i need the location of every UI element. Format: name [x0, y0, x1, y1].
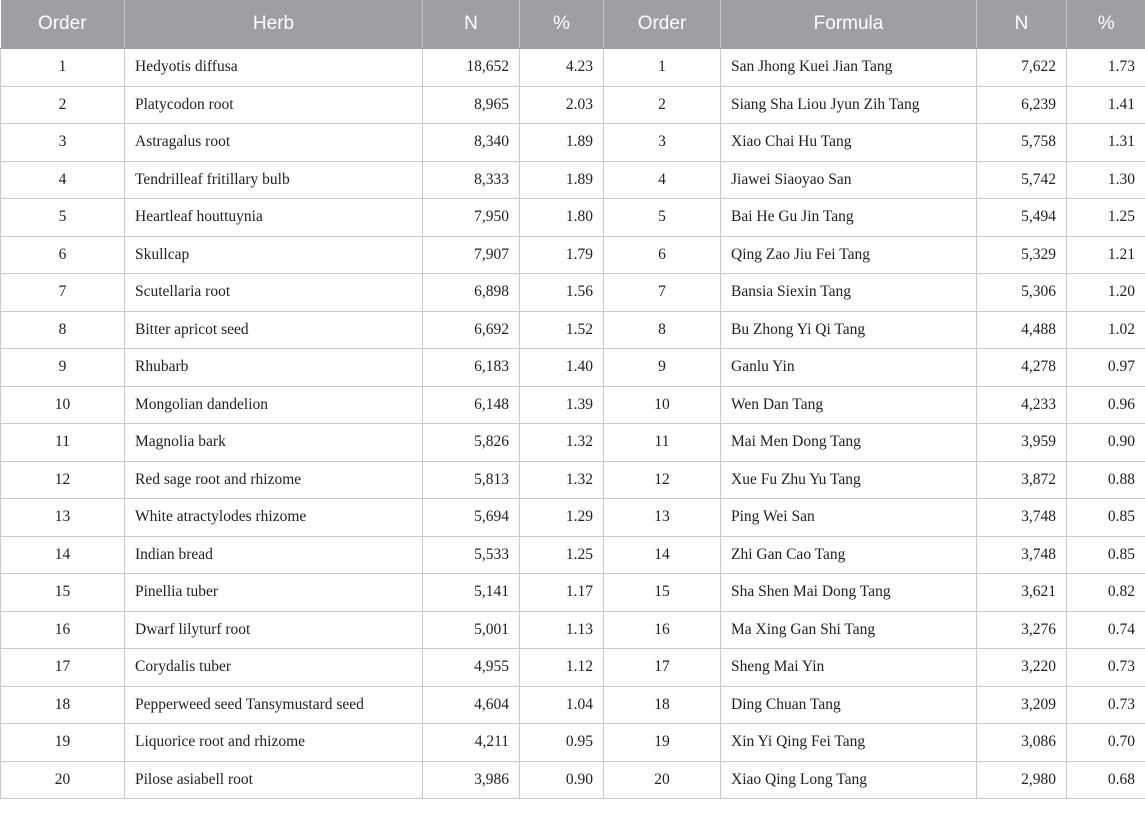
herb-name-cell: Indian bread	[125, 536, 423, 574]
herb-n-cell: 7,907	[423, 236, 520, 274]
formula-name-cell: Sheng Mai Yin	[721, 649, 977, 687]
formula-n-cell: 3,209	[977, 686, 1067, 724]
herb-n-cell: 8,340	[423, 124, 520, 162]
herb-name-cell: Pepperweed seed Tansymustard seed	[125, 686, 423, 724]
formula-order-cell: 11	[604, 424, 721, 462]
formula-n-cell: 3,748	[977, 499, 1067, 537]
formula-order-cell: 6	[604, 236, 721, 274]
table-row	[1, 761, 1145, 799]
herb-name-cell: Heartleaf houttuynia	[125, 199, 423, 237]
herb-name-cell: Scutellaria root	[125, 274, 423, 312]
header-herb: Herb	[125, 0, 423, 49]
herb-n-cell: 4,211	[423, 724, 520, 762]
herb-name-cell: Liquorice root and rhizome	[125, 724, 423, 762]
formula-name-cell: Xue Fu Zhu Yu Tang	[721, 461, 977, 499]
herb-percent-cell: 1.79	[520, 236, 604, 274]
formula-order-cell: 9	[604, 349, 721, 387]
herb-percent-cell: 2.03	[520, 86, 604, 124]
formula-percent-cell: 0.85	[1067, 536, 1145, 574]
formula-percent-cell: 0.73	[1067, 649, 1145, 687]
herb-order-cell: 17	[1, 649, 125, 687]
herb-name-cell: Mongolian dandelion	[125, 386, 423, 424]
formula-order-cell: 20	[604, 761, 721, 799]
formula-percent-cell: 1.21	[1067, 236, 1145, 274]
formula-order-cell: 1	[604, 49, 721, 87]
herb-order-cell: 9	[1, 349, 125, 387]
formula-n-cell: 6,239	[977, 86, 1067, 124]
herb-percent-cell: 1.25	[520, 536, 604, 574]
formula-percent-cell: 0.97	[1067, 349, 1145, 387]
herb-n-cell: 6,183	[423, 349, 520, 387]
formula-percent-cell: 0.90	[1067, 424, 1145, 462]
formula-name-cell: Mai Men Dong Tang	[721, 424, 977, 462]
formula-percent-cell: 1.41	[1067, 86, 1145, 124]
table-row	[1, 536, 1145, 574]
formula-order-cell: 8	[604, 311, 721, 349]
herb-order-cell: 15	[1, 574, 125, 612]
table-row	[1, 311, 1145, 349]
herb-name-cell: Hedyotis diffusa	[125, 49, 423, 87]
formula-name-cell: Ping Wei San	[721, 499, 977, 537]
herb-n-cell: 5,813	[423, 461, 520, 499]
herb-n-cell: 6,692	[423, 311, 520, 349]
herb-percent-cell: 1.32	[520, 424, 604, 462]
formula-order-cell: 4	[604, 161, 721, 199]
herb-order-cell: 16	[1, 611, 125, 649]
formula-percent-cell: 1.25	[1067, 199, 1145, 237]
formula-n-cell: 3,086	[977, 724, 1067, 762]
formula-percent-cell: 1.73	[1067, 49, 1145, 87]
formula-order-cell: 16	[604, 611, 721, 649]
herb-order-cell: 7	[1, 274, 125, 312]
formula-n-cell: 3,621	[977, 574, 1067, 612]
herb-name-cell: Bitter apricot seed	[125, 311, 423, 349]
table-row	[1, 724, 1145, 762]
formula-name-cell: Ma Xing Gan Shi Tang	[721, 611, 977, 649]
formula-name-cell: Xiao Chai Hu Tang	[721, 124, 977, 162]
formula-order-cell: 13	[604, 499, 721, 537]
herb-order-cell: 3	[1, 124, 125, 162]
herb-order-cell: 12	[1, 461, 125, 499]
herb-percent-cell: 0.90	[520, 761, 604, 799]
herb-n-cell: 5,694	[423, 499, 520, 537]
table-row	[1, 86, 1145, 124]
table-row	[1, 386, 1145, 424]
herb-order-cell: 14	[1, 536, 125, 574]
herb-percent-cell: 1.52	[520, 311, 604, 349]
formula-name-cell: Ding Chuan Tang	[721, 686, 977, 724]
formula-name-cell: San Jhong Kuei Jian Tang	[721, 49, 977, 87]
herb-n-cell: 5,141	[423, 574, 520, 612]
table-row	[1, 161, 1145, 199]
header-n-formula: N	[977, 0, 1067, 49]
formula-n-cell: 5,306	[977, 274, 1067, 312]
table-row	[1, 499, 1145, 537]
formula-percent-cell: 0.96	[1067, 386, 1145, 424]
formula-name-cell: Xin Yi Qing Fei Tang	[721, 724, 977, 762]
formula-n-cell: 3,220	[977, 649, 1067, 687]
header-order-formula: Order	[604, 0, 721, 49]
herb-n-cell: 6,148	[423, 386, 520, 424]
herb-n-cell: 4,604	[423, 686, 520, 724]
herb-percent-cell: 1.29	[520, 499, 604, 537]
formula-n-cell: 4,233	[977, 386, 1067, 424]
formula-percent-cell: 0.85	[1067, 499, 1145, 537]
herb-order-cell: 2	[1, 86, 125, 124]
herb-name-cell: Pilose asiabell root	[125, 761, 423, 799]
formula-name-cell: Bu Zhong Yi Qi Tang	[721, 311, 977, 349]
table-row	[1, 124, 1145, 162]
herb-order-cell: 18	[1, 686, 125, 724]
header-percent-formula: %	[1067, 0, 1145, 49]
formula-n-cell: 3,959	[977, 424, 1067, 462]
formula-order-cell: 10	[604, 386, 721, 424]
formula-order-cell: 15	[604, 574, 721, 612]
table-row	[1, 349, 1145, 387]
formula-n-cell: 2,980	[977, 761, 1067, 799]
table-row	[1, 199, 1145, 237]
formula-percent-cell: 0.70	[1067, 724, 1145, 762]
herb-percent-cell: 1.13	[520, 611, 604, 649]
herb-name-cell: Astragalus root	[125, 124, 423, 162]
formula-name-cell: Bai He Gu Jin Tang	[721, 199, 977, 237]
formula-n-cell: 7,622	[977, 49, 1067, 87]
herb-name-cell: White atractylodes rhizome	[125, 499, 423, 537]
table-row	[1, 649, 1145, 687]
formula-n-cell: 5,758	[977, 124, 1067, 162]
herb-percent-cell: 1.17	[520, 574, 604, 612]
formula-order-cell: 2	[604, 86, 721, 124]
herb-percent-cell: 1.89	[520, 161, 604, 199]
formula-order-cell: 5	[604, 199, 721, 237]
herb-n-cell: 5,001	[423, 611, 520, 649]
formula-percent-cell: 0.88	[1067, 461, 1145, 499]
formula-percent-cell: 1.30	[1067, 161, 1145, 199]
formula-order-cell: 7	[604, 274, 721, 312]
herb-n-cell: 18,652	[423, 49, 520, 87]
herb-name-cell: Corydalis tuber	[125, 649, 423, 687]
herb-name-cell: Dwarf lilyturf root	[125, 611, 423, 649]
formula-name-cell: Siang Sha Liou Jyun Zih Tang	[721, 86, 977, 124]
table-row	[1, 236, 1145, 274]
herb-n-cell: 5,533	[423, 536, 520, 574]
formula-order-cell: 19	[604, 724, 721, 762]
formula-name-cell: Qing Zao Jiu Fei Tang	[721, 236, 977, 274]
herb-n-cell: 5,826	[423, 424, 520, 462]
herb-name-cell: Skullcap	[125, 236, 423, 274]
formula-percent-cell: 1.20	[1067, 274, 1145, 312]
formula-name-cell: Wen Dan Tang	[721, 386, 977, 424]
formula-n-cell: 4,488	[977, 311, 1067, 349]
formula-n-cell: 4,278	[977, 349, 1067, 387]
herb-percent-cell: 1.04	[520, 686, 604, 724]
formula-percent-cell: 0.73	[1067, 686, 1145, 724]
formula-name-cell: Bansia Siexin Tang	[721, 274, 977, 312]
header-formula: Formula	[721, 0, 977, 49]
herb-order-cell: 11	[1, 424, 125, 462]
formula-percent-cell: 0.68	[1067, 761, 1145, 799]
herb-n-cell: 8,965	[423, 86, 520, 124]
formula-n-cell: 5,742	[977, 161, 1067, 199]
table-row	[1, 49, 1145, 87]
table-row	[1, 424, 1145, 462]
herb-percent-cell: 1.12	[520, 649, 604, 687]
herb-order-cell: 5	[1, 199, 125, 237]
header-row	[1, 0, 1145, 49]
herb-name-cell: Rhubarb	[125, 349, 423, 387]
herb-percent-cell: 1.56	[520, 274, 604, 312]
formula-n-cell: 3,872	[977, 461, 1067, 499]
formula-n-cell: 3,748	[977, 536, 1067, 574]
formula-order-cell: 17	[604, 649, 721, 687]
formula-percent-cell: 0.82	[1067, 574, 1145, 612]
herb-order-cell: 4	[1, 161, 125, 199]
formula-order-cell: 12	[604, 461, 721, 499]
formula-percent-cell: 1.31	[1067, 124, 1145, 162]
table-row	[1, 574, 1145, 612]
table-header	[1, 0, 1145, 49]
formula-percent-cell: 1.02	[1067, 311, 1145, 349]
formula-name-cell: Xiao Qing Long Tang	[721, 761, 977, 799]
herb-n-cell: 4,955	[423, 649, 520, 687]
formula-name-cell: Zhi Gan Cao Tang	[721, 536, 977, 574]
herb-n-cell: 3,986	[423, 761, 520, 799]
formula-order-cell: 14	[604, 536, 721, 574]
herb-percent-cell: 1.32	[520, 461, 604, 499]
herb-name-cell: Platycodon root	[125, 86, 423, 124]
formula-n-cell: 3,276	[977, 611, 1067, 649]
herb-percent-cell: 1.40	[520, 349, 604, 387]
header-order-herb: Order	[1, 0, 125, 49]
herb-percent-cell: 4.23	[520, 49, 604, 87]
formula-name-cell: Jiawei Siaoyao San	[721, 161, 977, 199]
herb-n-cell: 6,898	[423, 274, 520, 312]
formula-name-cell: Ganlu Yin	[721, 349, 977, 387]
formula-order-cell: 3	[604, 124, 721, 162]
herb-percent-cell: 1.39	[520, 386, 604, 424]
herb-order-cell: 13	[1, 499, 125, 537]
herb-percent-cell: 1.80	[520, 199, 604, 237]
table-row	[1, 461, 1145, 499]
herb-order-cell: 20	[1, 761, 125, 799]
table-row	[1, 686, 1145, 724]
table-row	[1, 274, 1145, 312]
herb-order-cell: 19	[1, 724, 125, 762]
herb-name-cell: Tendrilleaf fritillary bulb	[125, 161, 423, 199]
herb-n-cell: 8,333	[423, 161, 520, 199]
herb-name-cell: Red sage root and rhizome	[125, 461, 423, 499]
herb-order-cell: 1	[1, 49, 125, 87]
formula-n-cell: 5,329	[977, 236, 1067, 274]
herb-n-cell: 7,950	[423, 199, 520, 237]
herb-order-cell: 6	[1, 236, 125, 274]
herb-percent-cell: 1.89	[520, 124, 604, 162]
formula-n-cell: 5,494	[977, 199, 1067, 237]
herb-percent-cell: 0.95	[520, 724, 604, 762]
herb-order-cell: 8	[1, 311, 125, 349]
table-row	[1, 611, 1145, 649]
header-n-herb: N	[423, 0, 520, 49]
formula-order-cell: 18	[604, 686, 721, 724]
herb-order-cell: 10	[1, 386, 125, 424]
header-percent-herb: %	[520, 0, 604, 49]
formula-name-cell: Sha Shen Mai Dong Tang	[721, 574, 977, 612]
table-body	[1, 49, 1145, 799]
herb-name-cell: Pinellia tuber	[125, 574, 423, 612]
formula-percent-cell: 0.74	[1067, 611, 1145, 649]
herb-name-cell: Magnolia bark	[125, 424, 423, 462]
